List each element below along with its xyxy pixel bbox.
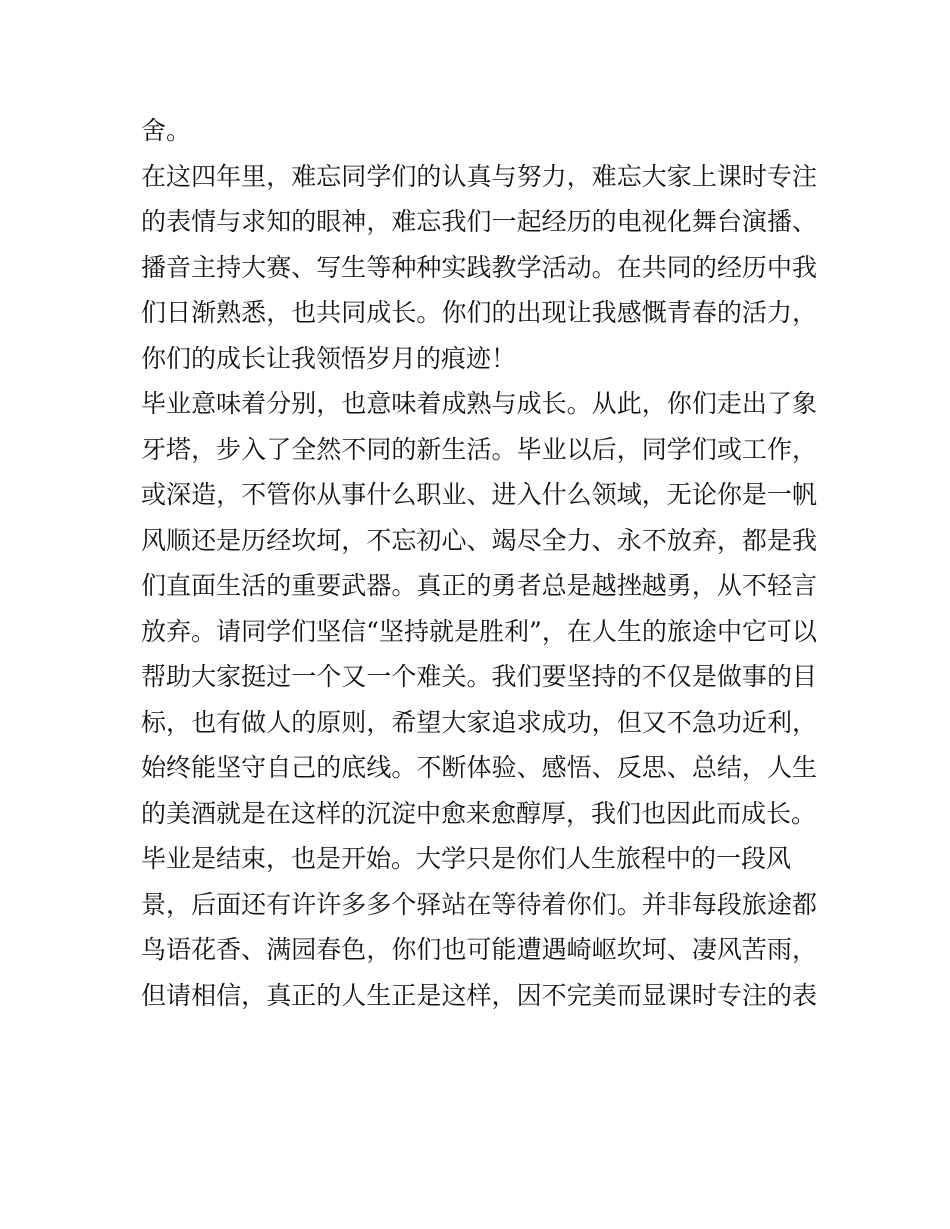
text-line: 们日渐熟悉，也共同成长。你们的出现让我感慨青春的活力， [141,298,817,327]
text-line: 始终能坚守自己的底线。不断体验、感悟、反思、总结，人生 [141,753,817,782]
text-line: 播音主持大赛、写生等种种实践教学活动。在共同的经历中我 [141,252,817,282]
body-text [141,108,817,1018]
text-line: 牙塔，步入了全然不同的新生活。毕业以后，同学们或工作， [141,434,817,464]
text-line: 但请相信，真正的人生正是这样，因不完美而显课时专注的表 [141,980,817,1010]
text-line: 或深造，不管你从事什么职业、进入什么领域，无论你是一帆 [141,480,817,509]
text-line: 景，后面还有许许多多个驿站在等待着你们。并非每段旅途都 [141,889,817,919]
text-line: 的表情与求知的眼神，难忘我们一起经历的电视化舞台演播、 [141,207,817,236]
text-line: 鸟语花香、满园春色，你们也可能遭遇崎岖坎坷、凄风苦雨， [141,935,817,964]
text-line: 在这四年里，难忘同学们的认真与努力，难忘大家上课时专注 [141,161,817,191]
text-line: 你们的成长让我领悟岁月的痕迹！ [141,343,517,373]
text-line: 放弃。请同学们坚信“坚持就是胜利”，在人生的旅途中它可以 [141,616,817,646]
text-line: 毕业是结束，也是开始。大学只是你们人生旅程中的一段风 [141,844,792,873]
text-line: 标，也有做人的原则，希望大家追求成功，但又不急功近利， [141,707,817,737]
text-line: 的美酒就是在这样的沉淀中愈来愈醇厚，我们也因此而成长。 [141,798,817,828]
text-line: 毕业意味着分别，也意味着成熟与成长。从此，你们走出了象 [141,389,817,418]
text-line: 们直面生活的重要武器。真正的勇者总是越挫越勇，从不轻言 [141,571,817,600]
text-line: 帮助大家挺过一个又一个难关。我们要坚持的不仅是做事的目 [141,662,817,691]
text-line: 舍。 [141,116,192,145]
text-line: 风顺还是历经坎坷，不忘初心、竭尽全力、永不放弃，都是我 [141,525,817,555]
